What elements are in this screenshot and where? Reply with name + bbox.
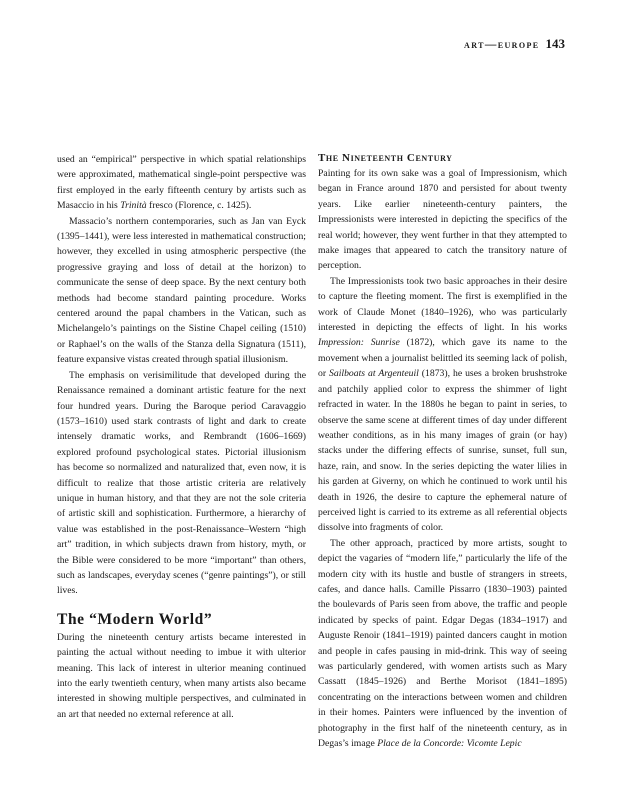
paragraph — [318, 536, 567, 752]
text-run: The Impressionists took two basic approaches in their desire to capture the fleeting moment. The first is exemplified in the work of Claude Monet (1840–1926), who was particularly interested in depicting the effects of light. In his works — [318, 275, 567, 334]
paragraph: Massacio’s northern contemporaries, such as Jan van Eyck (1395–1441), were less interested in mathematical construction; however, they excelled in using atmospheric perspective (the progressive graying and loss of detail at the horizon) to communicate the sense of deep space. By the next century both methods had become standard painting procedure. Works centered around the papal chambers in the Vatican, such as Michelangelo’s paintings on the Sistine Chapel ceiling (1510) or Raphael’s on the walls of the Stanza della Signatura (1511), feature expansive vistas created through spatial illusionism. — [57, 215, 306, 366]
artwork-title: Sailboats at Argenteuil — [329, 368, 419, 380]
artwork-title: Impression: Sunrise — [318, 337, 400, 349]
right-column — [318, 151, 567, 751]
paragraph: Painting for its own sake was a goal of Impressionism, which began in France around 1870 and persisted for about twenty years. Like earlier nineteenth-century painters, the Impressionists were interested in depicting the specifics of the real world; however, they went further in that they attempted to make images that appeared to catch the transitory nature of perception. — [318, 168, 567, 272]
paragraph — [57, 152, 306, 214]
text-run: (1872), which gave its name to the movement when a journalist belittled its seeming lack of polish, or — [318, 337, 568, 380]
text-run: The other approach, practiced by more artists, sought to depict the vagaries of “modern life,” particularly the life of the modern city with its hustle and bustle of strangers in streets, cafes, and dance halls. Camille Pissarro (1830–1903) painted the boulevards of Paris seen from above, the traffic and people indicated by specks of paint. Edgar Degas (1834–1917) and Auguste Renoir (1841–1919) painted dancers caught in motion and people in cafes pausing in mid-drink. This way of seeing was particularly gendered, with women artists such as Mary Cassatt (1845–1926) and Berthe Morisot (1841–1895) concentrating on the interactions between women and children in their homes. Painters were influenced by the invention of photography in the first half of the nineteenth century, as in Degas’s image — [318, 537, 567, 750]
page-number: 143 — [545, 36, 565, 51]
paragraph: During the nineteenth century artists became interested in painting the actual without needing to imbue it with ulterior meaning. This lack of interest in ulterior meaning continued into the early twentieth century, when many artists also became interested in showing multiple perspectives, and culminated in an art that needed no external reference at all. — [57, 631, 306, 720]
left-column — [57, 152, 306, 722]
paragraph: The emphasis on verisimilitude that developed during the Renaissance remained a dominant artistic feature for the next four hundred years. During the Baroque period Caravaggio (1573–1610) used stark contrasts of light and dark to create intensely dramatic works, and Rembrandt (1606–1669) explored profound psychological states. Pictorial illusionism has become so normalized and naturalized that, even now, it is difficult to realize that those artistic criteria are relatively unique in human history, and that they are not the sole criteria of artistic skill and sophistication. Furthermore, a hierarchy of value was established in the post-Renaissance–Western “high art” tradition, in which subjects drawn from history, myth, or the Bible were considered to be more “important” than others, such as landscapes, everyday scenes (“genre paintings”), or still lives. — [57, 369, 306, 597]
section-heading: The “Modern World” — [57, 610, 213, 628]
artwork-title: Trinità — [120, 200, 147, 212]
subsection-heading: The Nineteenth Century — [318, 152, 453, 164]
text-run: (1873), he uses a broken brushstroke and patchily applied color to express the shimmer of light refracted in water. In the 1880s he began to paint in series, to observe the same scene at different times of day under different weather conditions, as in his many images of grain (or hay) stacks under the differing effects of sunrise, sunset, full sun, haze, rain, and snow. In the series depicting the water lilies in his garden at Giverny, on which he continued to work until his death in 1926, the desire to capture the ephemeral nature of perceived light is carried to its extreme as all referential objects dissolve into fragments of color. — [318, 368, 567, 534]
running-header — [464, 36, 565, 52]
artwork-title: Place de la Concorde: Vicomte Lepic — [377, 738, 522, 750]
paragraph — [318, 274, 567, 536]
text-run: used an “empirical” perspective in which spatial relationships were approximated, mathematical single-point perspective was first employed in the early fifteenth century by artists such as Masaccio in his — [57, 154, 306, 212]
text-run: fresco (Florence, c. 1425). — [146, 200, 252, 212]
section-title: art—europe — [464, 39, 540, 51]
